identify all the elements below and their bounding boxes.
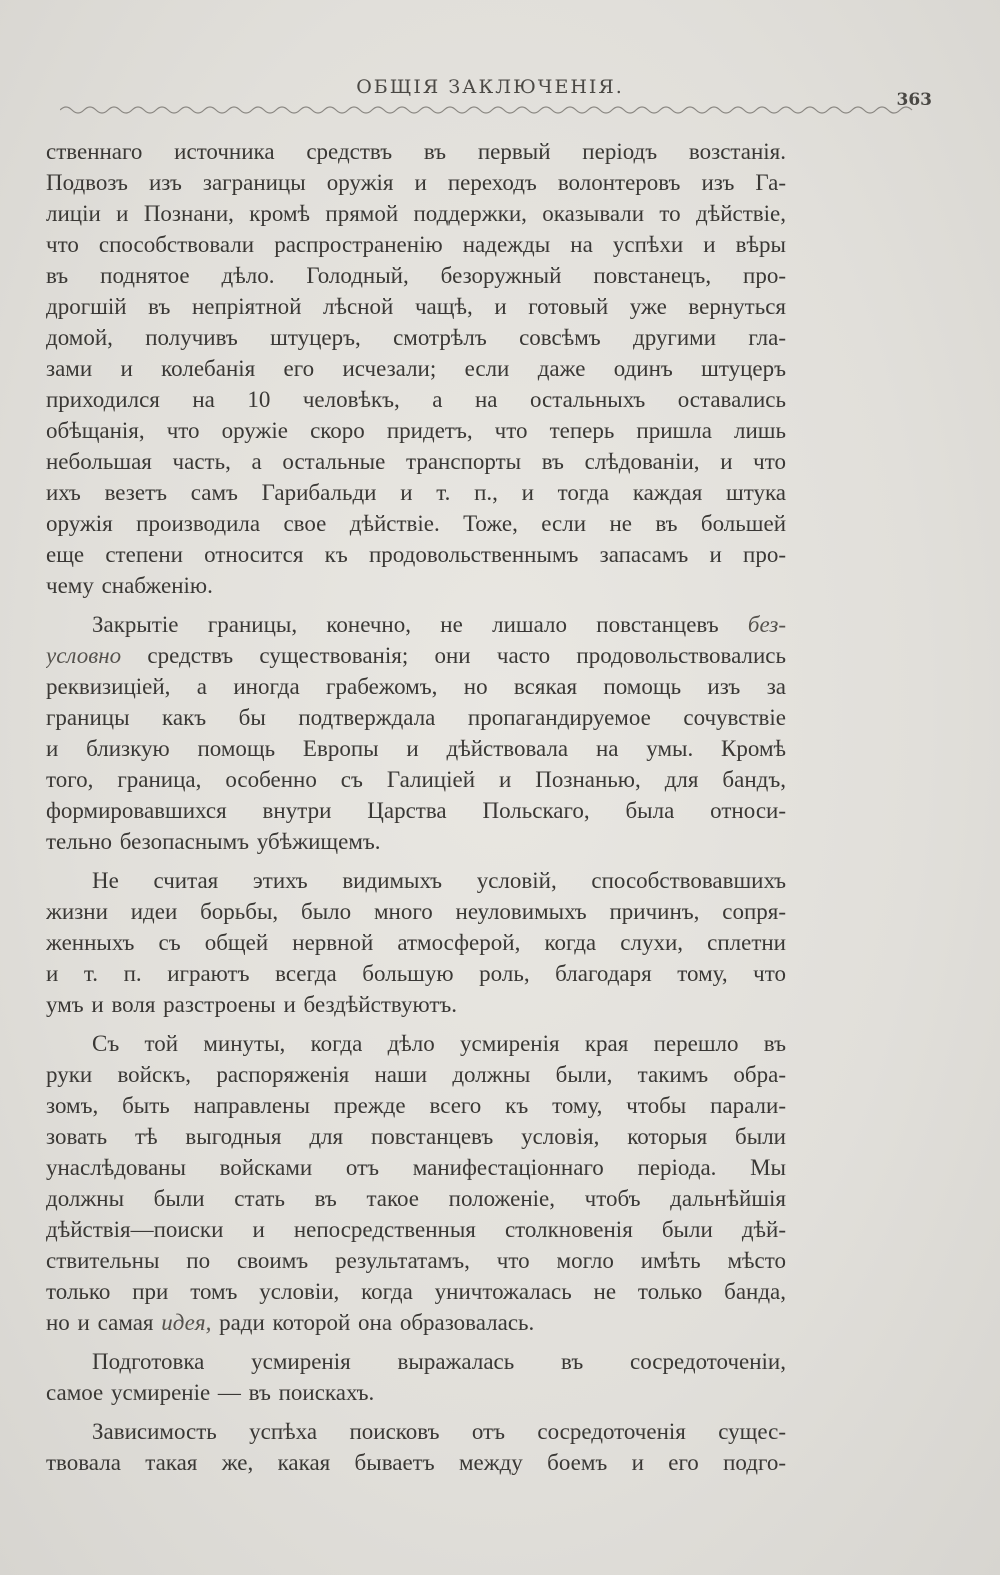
- text-line: [46, 609, 786, 640]
- text-line: ствительны по своимъ результатамъ, что могло имѣть мѣсто: [46, 1248, 786, 1273]
- text-line: жизни идеи борьбы, было много неуловимыхъ причинъ, сопря-: [46, 899, 786, 924]
- paragraph-3: [46, 865, 786, 1020]
- text-line: женныхъ съ общей нервной атмосферой, когда слухи, сплетни: [46, 930, 786, 955]
- text-line: реквизиціей, а иногда грабежомъ, но всякая помощь изъ за: [46, 674, 786, 699]
- text-span: но и самая: [46, 1310, 154, 1335]
- text-line: зомъ, быть направлены прежде всего къ тому, чтобы парали-: [46, 1093, 786, 1118]
- text-line: ихъ везетъ самъ Гарибальди и т. п., и тогда каждая штука: [46, 480, 786, 505]
- text-line: домой, получивъ штуцеръ, смотрѣлъ совсѣмъ другими гла-: [46, 325, 786, 350]
- text-line: формировавшихся внутри Царства Польскаго, была относи-: [46, 798, 786, 823]
- paragraph-2: [46, 609, 786, 857]
- text-line: и близкую помощь Европы и дѣйствовала на умы. Кромѣ: [46, 736, 786, 761]
- text-line: что способствовали распространенію надежды на успѣхи и вѣры: [46, 232, 786, 257]
- text-line: Съ той минуты, когда дѣло усмиренія края перешло въ: [92, 1031, 786, 1056]
- text-line: ственнаго источника средствъ въ первый періодъ возстанія.: [46, 139, 786, 164]
- text-line: руки войскъ, распоряженія наши должны были, такимъ обра-: [46, 1062, 786, 1087]
- text-line: чему снабженію.: [46, 573, 213, 598]
- text-line: унаслѣдованы войсками отъ манифестаціоннаго періода. Мы: [46, 1155, 786, 1180]
- paragraph-4: [46, 1028, 786, 1338]
- text-line: дрогшій въ непріятной лѣсной чащѣ, и готовый уже вернуться: [46, 294, 786, 319]
- text-line: зовать тѣ выгодныя для повстанцевъ условія, которыя были: [46, 1124, 786, 1149]
- page-number: 363: [896, 90, 932, 110]
- italic-text: без-: [747, 612, 786, 637]
- text-line: [46, 1307, 786, 1338]
- text-line: обѣщанія, что оружіе скоро придетъ, что теперь пришла лишь: [46, 418, 786, 443]
- text-line: [46, 640, 786, 671]
- body-text: [46, 136, 786, 1478]
- text-line: Зависимость успѣха поисковъ отъ сосредоточенія сущес-: [92, 1419, 786, 1444]
- text-line: самое усмиреніе — въ поискахъ.: [46, 1380, 375, 1405]
- text-span: Закрытіе границы, конечно, не лишало повстанцевъ: [92, 612, 719, 637]
- decorative-wavy-rule: [60, 102, 916, 118]
- text-span: ради которой она образовалась.: [219, 1310, 535, 1335]
- text-line: того, граница, особенно съ Галиціей и Познанью, для бандъ,: [46, 767, 786, 792]
- text-line: оружія производила свое дѣйствіе. Тоже, если не въ большей: [46, 511, 786, 536]
- running-title: ОБЩІЯ ЗАКЛЮЧЕНІЯ.: [356, 76, 624, 98]
- text-line: и т. п. играютъ всегда большую роль, благодаря тому, что: [46, 961, 786, 986]
- text-line: Подготовка усмиренія выражалась въ сосредоточеніи,: [92, 1349, 786, 1374]
- paragraph-5: [46, 1346, 786, 1408]
- paragraph-6: [46, 1416, 786, 1478]
- text-line: еще степени относится къ продовольственнымъ запасамъ и про-: [46, 542, 786, 567]
- text-line: въ поднятое дѣло. Голодный, безоружный повстанецъ, про-: [46, 263, 786, 288]
- text-line: дѣйствія—поиски и непосредственныя столкновенія были дѣй-: [46, 1217, 786, 1242]
- paragraph-1: [46, 136, 786, 601]
- text-line: зами и колебанія его исчезали; если даже одинъ штуцеръ: [46, 356, 786, 381]
- text-line: лиціи и Познани, кромѣ прямой поддержки, оказывали то дѣйствіе,: [46, 201, 786, 226]
- text-span: средствъ существованія; они часто продовольствовались: [147, 643, 786, 668]
- text-line: тельно безопаснымъ убѣжищемъ.: [46, 829, 381, 854]
- text-line: должны были стать въ такое положеніе, чтобъ дальнѣйшія: [46, 1186, 786, 1211]
- text-line: Не считая этихъ видимыхъ условій, способствовавшихъ: [92, 868, 786, 893]
- running-head: [60, 72, 932, 128]
- italic-text: идея,: [161, 1310, 212, 1335]
- text-line: умъ и воля разстроены и бездѣйствуютъ.: [46, 992, 458, 1017]
- text-line: твовала такая же, какая бываетъ между боемъ и его подго-: [46, 1450, 786, 1475]
- text-line: только при томъ условіи, когда уничтожалась не только банда,: [46, 1279, 786, 1304]
- italic-text: условно: [46, 643, 122, 668]
- text-line: Подвозъ изъ заграницы оружія и переходъ волонтеровъ изъ Га-: [46, 170, 786, 195]
- text-line: границы какъ бы подтверждала пропагандируемое сочувствіе: [46, 705, 786, 730]
- text-line: приходился на 10 человѣкъ, а на остальныхъ оставались: [46, 387, 786, 412]
- text-line: небольшая часть, а остальные транспорты въ слѣдованіи, и что: [46, 449, 786, 474]
